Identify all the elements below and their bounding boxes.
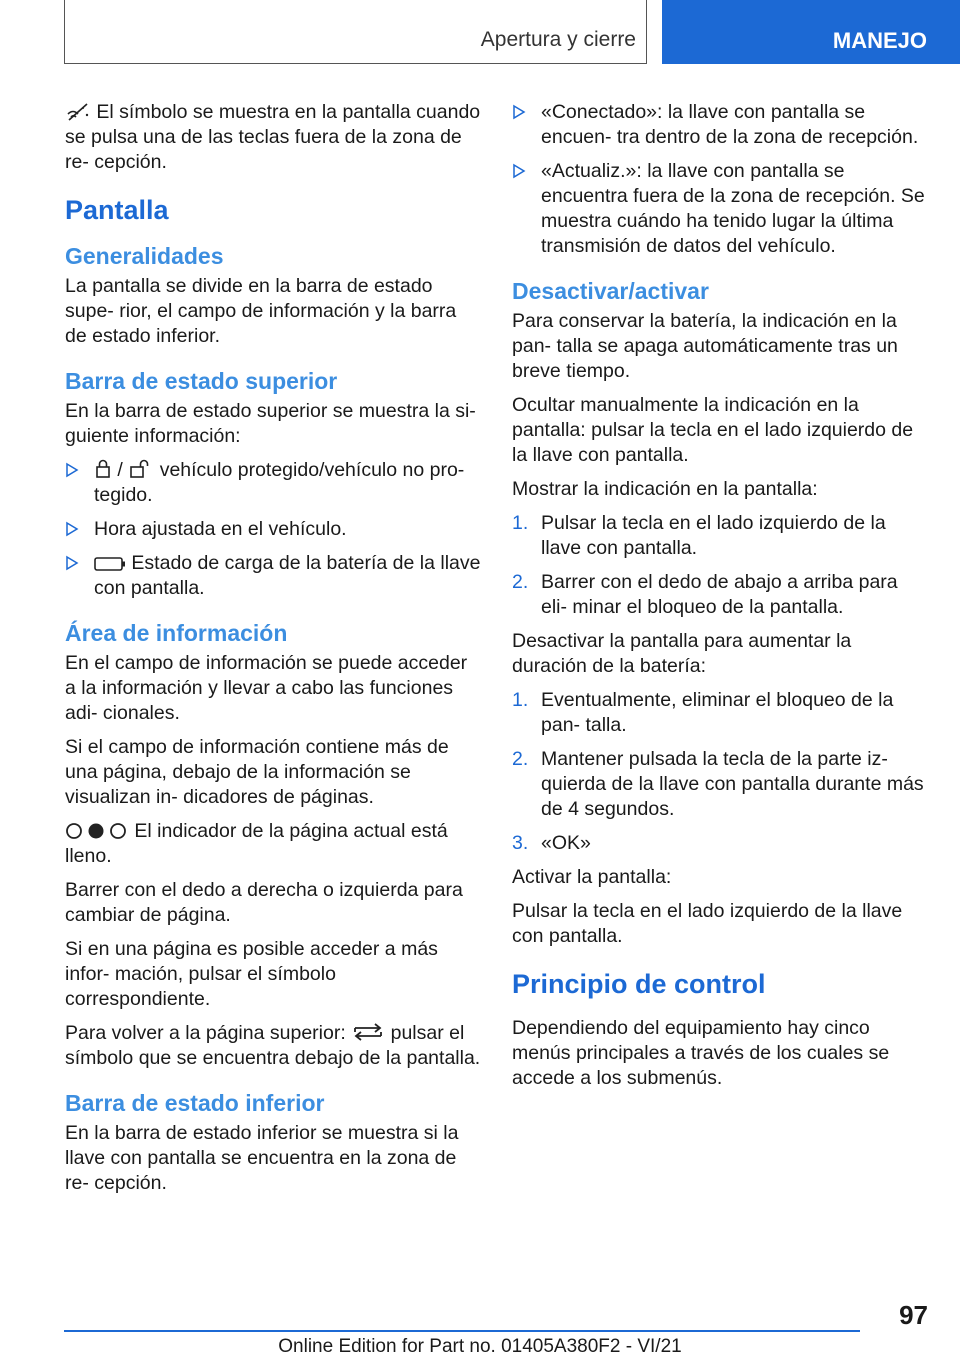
step-number: 2. — [512, 748, 529, 770]
lock-slash: / — [117, 459, 123, 481]
bullet-triangle-icon — [65, 520, 79, 538]
list-item — [512, 747, 928, 822]
list-item — [512, 100, 928, 150]
generalidades-paragraph: La pantalla se divide en la barra de estado supe- rior, el campo de información y la barra de estado inferior. — [65, 275, 457, 347]
list-item — [512, 831, 928, 856]
step-text: Mantener pulsada la tecla de la parte iz- quierda de la llave con pantalla durante más de 4 segundos. — [541, 748, 924, 820]
list-item — [512, 511, 928, 561]
left-column — [65, 100, 481, 1205]
heading-generalidades: Generalidades — [65, 243, 224, 269]
no-signal-icon — [65, 103, 91, 121]
intro-paragraph — [65, 100, 481, 175]
bullet-text: «Actualiz.»: la llave con pantalla se encuentra fuera de la zona de recepción. Se muestra cuándo ha tenido lugar la última transmisión de datos del vehículo. — [541, 160, 925, 257]
area-paragraph-1: En el campo de información se puede acceder a la información y llevar a cabo las funciones adi- cionales. — [65, 652, 468, 724]
page-number: 97 — [899, 1300, 928, 1330]
list-item — [512, 688, 928, 738]
return-arrows-icon — [351, 1022, 385, 1042]
desactivar-paragraph-1: Para conservar la batería, la indicación en la pan- talla se apaga automáticamente tras un breve tiempo. — [512, 310, 898, 382]
bullet-triangle-icon — [65, 554, 79, 572]
bullet-triangle-icon — [512, 103, 526, 121]
list-item — [512, 159, 928, 259]
chapter-tab: MANEJO — [662, 0, 960, 64]
step-text: Eventualmente, eliminar el bloqueo de la pan- talla. — [541, 689, 894, 736]
area-paragraph-5: Si en una página es posible acceder a más infor- mación, pulsar el símbolo correspondiente. — [65, 938, 438, 1010]
step-number: 3. — [512, 832, 529, 854]
desactivar-paragraph-3: Mostrar la indicación en la pantalla: — [512, 478, 818, 500]
barra-inferior-paragraph: En la barra de estado inferior se muestra si la llave con pantalla se encuentra en la zona de re- cepción. — [65, 1122, 459, 1194]
principio-paragraph: Dependiendo del equipamiento hay cinco menús principales a través de los cuales se accede a los submenús. — [512, 1017, 890, 1089]
footer-divider — [64, 1330, 860, 1332]
intro-text: El símbolo se muestra en la pantalla cuando se pulsa una de las teclas fuera de la zona de re- cepción. — [65, 101, 481, 173]
heading-barra-superior: Barra de estado superior — [65, 368, 338, 394]
page-header — [0, 0, 960, 66]
section-title: Apertura y cierre — [480, 28, 636, 51]
step-number: 2. — [512, 571, 529, 593]
bullet-text: Estado de carga de la batería de la llave con pantalla. — [94, 552, 481, 599]
bullet-triangle-icon — [512, 162, 526, 180]
heading-pantalla: Pantalla — [65, 195, 169, 225]
list-item — [512, 570, 928, 620]
step-text: «OK» — [541, 832, 591, 854]
step-text: Pulsar la tecla en el lado izquierdo de la llave con pantalla. — [541, 512, 886, 559]
heading-barra-inferior: Barra de estado inferior — [65, 1090, 325, 1116]
right-column — [512, 100, 928, 1100]
step-text: Barrer con el dedo de abajo a arriba para eli- minar el bloqueo de la pantalla. — [541, 571, 898, 618]
area-paragraph-4: Barrer con el dedo a derecha o izquierda para cambiar de página. — [65, 879, 463, 926]
desactivar-paragraph-2: Ocultar manualmente la indicación en la pantalla: pulsar la tecla en el lado izquierdo de la llave con pantalla. — [512, 394, 914, 466]
list-item — [65, 458, 481, 508]
area-paragraph-3-text: El indicador de la página actual está lleno. — [65, 820, 448, 867]
page-dots-icon — [65, 822, 129, 840]
bullet-text: «Conectado»: la llave con pantalla se encuen- tra dentro de la zona de recepción. — [541, 101, 919, 148]
step-number: 1. — [512, 512, 529, 534]
desactivar-paragraph-4: Desactivar la pantalla para aumentar la duración de la batería: — [512, 630, 852, 677]
section-tab — [64, 0, 647, 64]
area-paragraph-6a: Para volver a la página superior: — [65, 1022, 346, 1044]
area-paragraph-6 — [65, 1021, 481, 1071]
edition-line: Online Edition for Part no. 01405A380F2 - VI/21 — [278, 1336, 682, 1357]
list-item — [65, 517, 481, 542]
lock-closed-icon — [94, 459, 112, 479]
area-paragraph-6b: pulsar el símbolo que se encuentra debajo de la pantalla. — [65, 1022, 481, 1069]
heading-area-informacion: Área de información — [65, 620, 288, 646]
bullet-triangle-icon — [65, 461, 79, 479]
area-paragraph-2: Si el campo de información contiene más de una página, debajo de la información se visualizan in- dicadores de páginas. — [65, 736, 449, 808]
heading-desactivar: Desactivar/activar — [512, 278, 709, 304]
lock-open-icon — [128, 459, 154, 479]
activar-paragraph: Pulsar la tecla en el lado izquierdo de la llave con pantalla. — [512, 900, 903, 947]
bullet-text: Hora ajustada en el vehículo. — [94, 518, 347, 540]
activar-label: Activar la pantalla: — [512, 866, 672, 888]
step-number: 1. — [512, 689, 529, 711]
area-paragraph-3 — [65, 819, 481, 869]
heading-principio-control: Principio de control — [512, 969, 766, 999]
battery-icon — [94, 556, 126, 572]
bullet-text: vehículo protegido/vehículo no pro- tegido. — [94, 459, 465, 506]
barra-superior-paragraph: En la barra de estado superior se muestra la si- guiente información: — [65, 400, 476, 447]
list-item — [65, 551, 481, 601]
